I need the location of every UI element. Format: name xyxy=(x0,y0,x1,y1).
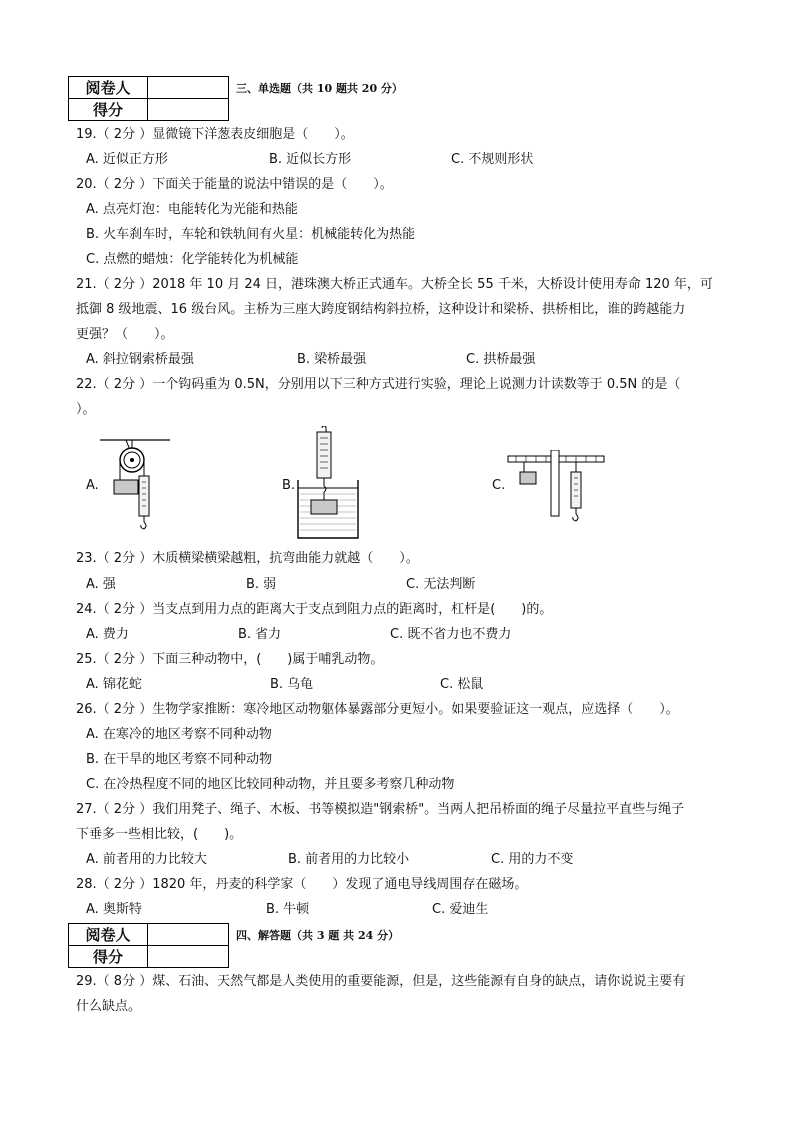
beaker-diagram xyxy=(292,426,364,542)
reviewer-cell[interactable] xyxy=(148,924,229,946)
q27-option-a[interactable]: A. 前者用的力比较大 xyxy=(86,852,207,867)
q28-option-c[interactable]: C. 爱迪生 xyxy=(432,902,489,917)
q22-stem-line1: 22.（ 2分 ）一个钩码重为 0.5N，分别用以下三种方式进行实验，理论上说测力计读数等于 0.5N 的是（ xyxy=(76,377,681,392)
q28-stem: 28.（ 2分 ）1820 年，丹麦的科学家（ ）发现了通电导线周围存在磁场。 xyxy=(76,877,528,892)
q20-option-c[interactable]: C. 点燃的蜡烛：化学能转化为机械能 xyxy=(86,252,299,267)
q27-stem-line2: 下垂多一些相比较，( )。 xyxy=(76,827,243,842)
q25-option-b[interactable]: B. 乌龟 xyxy=(270,677,314,692)
q24-stem: 24.（ 2分 ）当支点到用力点的距离大于支点到阻力点的距离时，杠杆是( )的。 xyxy=(76,602,553,617)
q23-option-b[interactable]: B. 弱 xyxy=(246,577,277,592)
section3-title: 三、单选题（共 10 题共 20 分） xyxy=(236,82,403,95)
q27-option-b[interactable]: B. 前者用的力比较小 xyxy=(288,852,410,867)
score-label: 得分 xyxy=(69,99,148,121)
q22-option-b[interactable]: B. xyxy=(282,478,296,493)
lever-diagram xyxy=(506,450,608,524)
q26-stem: 26.（ 2分 ）生物学家推断：寒冷地区动物躯体暴露部分更短小。如果要验证这一观点，应选择（ ）。 xyxy=(76,702,679,717)
q27-stem-line1: 27.（ 2分 ）我们用凳子、绳子、木板、书等模拟造"钢索桥"。当两人把吊桥面的绳子尽量拉平直些与绳子 xyxy=(76,802,685,817)
q23-option-a[interactable]: A. 强 xyxy=(86,577,116,592)
reviewer-label: 阅卷人 xyxy=(69,77,148,99)
score-box-section4 xyxy=(68,923,229,968)
q20-option-b[interactable]: B. 火车刹车时，车轮和铁轨间有火星：机械能转化为热能 xyxy=(86,227,416,242)
q29-stem-line2: 什么缺点。 xyxy=(76,999,142,1014)
reviewer-label: 阅卷人 xyxy=(69,924,148,946)
q26-option-b[interactable]: B. 在干旱的地区考察不同种动物 xyxy=(86,752,273,767)
q25-stem: 25.（ 2分 ）下面三种动物中，( )属于哺乳动物。 xyxy=(76,652,384,667)
q21-option-c[interactable]: C. 拱桥最强 xyxy=(466,352,536,367)
q24-option-c[interactable]: C. 既不省力也不费力 xyxy=(390,627,512,642)
q26-option-c[interactable]: C. 在冷热程度不同的地区比较同种动物，并且要多考察几种动物 xyxy=(86,777,455,792)
q23-stem: 23.（ 2分 ）木质横梁横梁越粗，抗弯曲能力就越（ ）。 xyxy=(76,551,419,566)
pulley-diagram xyxy=(96,436,176,532)
q24-option-b[interactable]: B. 省力 xyxy=(238,627,282,642)
score-box-section3 xyxy=(68,76,229,121)
q23-option-c[interactable]: C. 无法判断 xyxy=(406,577,476,592)
reviewer-cell[interactable] xyxy=(148,77,229,99)
q21-stem-line1: 21.（ 2分 ）2018 年 10 月 24 日，港珠澳大桥正式通车。大桥全长 55 千米，大桥设计使用寿命 120 年，可 xyxy=(76,277,713,292)
q25-option-a[interactable]: A. 锦花蛇 xyxy=(86,677,142,692)
section4-title: 四、解答题（共 3 题 共 24 分） xyxy=(236,929,400,942)
q24-option-a[interactable]: A. 费力 xyxy=(86,627,129,642)
q19-stem: 19.（ 2分 ）显微镜下洋葱表皮细胞是（ ）。 xyxy=(76,127,354,142)
q22-option-a[interactable]: A. xyxy=(86,478,99,493)
q20-option-a[interactable]: A. 点亮灯泡：电能转化为光能和热能 xyxy=(86,202,298,217)
score-cell[interactable] xyxy=(148,946,229,968)
q21-option-a[interactable]: A. 斜拉钢索桥最强 xyxy=(86,352,194,367)
q21-stem-line3: 更强？（ ）。 xyxy=(76,327,174,342)
q25-option-c[interactable]: C. 松鼠 xyxy=(440,677,484,692)
q26-option-a[interactable]: A. 在寒冷的地区考察不同种动物 xyxy=(86,727,272,742)
q21-option-b[interactable]: B. 梁桥最强 xyxy=(297,352,367,367)
q28-option-a[interactable]: A. 奥斯特 xyxy=(86,902,142,917)
q21-stem-line2: 抵御 8 级地震、16 级台风。主桥为三座大跨度钢结构斜拉桥，这种设计和梁桥、拱桥相比，谁的跨越能力 xyxy=(76,302,686,317)
q22-option-c[interactable]: C. xyxy=(492,478,506,493)
q28-option-b[interactable]: B. 牛顿 xyxy=(266,902,310,917)
q19-option-b[interactable]: B. 近似长方形 xyxy=(269,152,352,167)
q29-stem-line1: 29.（ 8分 ）煤、石油、天然气都是人类使用的重要能源，但是，这些能源有自身的缺点，请你说说主要有 xyxy=(76,974,686,989)
score-cell[interactable] xyxy=(148,99,229,121)
q27-option-c[interactable]: C. 用的力不变 xyxy=(491,852,574,867)
q19-option-a[interactable]: A. 近似正方形 xyxy=(86,152,168,167)
q19-option-c[interactable]: C. 不规则形状 xyxy=(451,152,534,167)
q20-stem: 20.（ 2分 ）下面关于能量的说法中错误的是（ ）。 xyxy=(76,177,393,192)
q22-stem-line2: ）。 xyxy=(76,402,96,417)
score-label: 得分 xyxy=(69,946,148,968)
